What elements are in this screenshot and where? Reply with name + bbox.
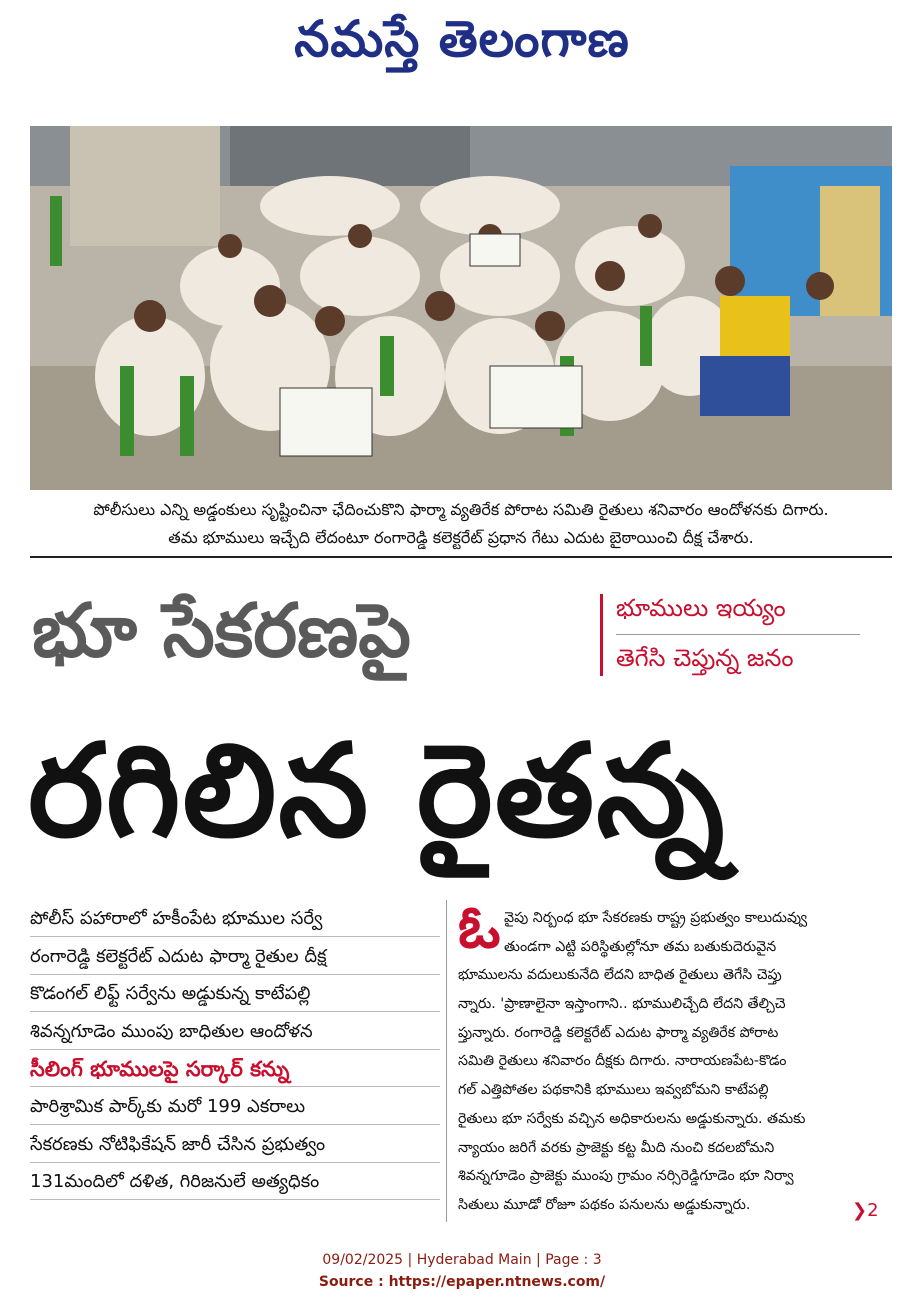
column-divider xyxy=(446,900,447,1222)
body-line: న్యాయం జరిగే వరకు ప్రాజెక్టు కట్ట మీది నుంచి కదలబోమని xyxy=(458,1139,775,1156)
body-line: భూములను వదులుకునేది లేదని బాధిత రైతులు తెగేసి చెప్తు xyxy=(458,967,782,984)
subhead-accent-bar xyxy=(600,594,603,676)
body-line: సితులు మూడో రోజూ పథకం పనులను అడ్డుకున్నారు. xyxy=(458,1196,751,1213)
body-line: రైతులు భూ సర్వేకు వచ్చిన అధికారులను అడ్డుకున్నారు. తమకు xyxy=(458,1110,806,1127)
body-line: తుండగా ఎట్టి పరిస్థితుల్లోనూ తమ బతుకుదెరువైన xyxy=(504,938,777,955)
subhead-line-1: భూములు ఇయ్యం xyxy=(616,594,786,622)
footer-edition-info: 09/02/2025 | Hyderabad Main | Page : 3 xyxy=(322,1252,602,1268)
protest-photo xyxy=(30,126,892,490)
highlight-item: కొడంగల్‌ లిఫ్ట్‌ సర్వేను అడ్డుకున్న కాటేపల్లి xyxy=(30,977,440,1012)
highlight-item: పారిశ్రామిక పార్క్‌కు మరో 199 ఎకరాలు xyxy=(30,1090,440,1125)
highlight-subheading: సీలింగ్‌ భూములపై సర్కార్‌ కన్ను xyxy=(30,1052,440,1087)
drop-cap: ఓ xyxy=(458,893,501,961)
body-line: గల్‌ ఎత్తిపోతల పథకానికి భూములు ఇవ్వబోమని కాటేపల్లి xyxy=(458,1082,769,1099)
subhead-line-2: తెగేసి చెప్తున్న జనం xyxy=(616,644,794,672)
masthead xyxy=(0,8,924,70)
footer-source-link[interactable]: Source : https://epaper.ntnews.com/ xyxy=(318,1274,606,1290)
headline-kicker: భూ సేకరణపై xyxy=(32,588,411,674)
subhead-rule xyxy=(616,634,860,635)
highlight-item: పోలీస్‌ పహారాలో హకీంపేట భూముల సర్వే xyxy=(30,902,440,937)
body-line: శివన్నగూడెం ప్రాజెక్టు ముంపు గ్రామం నర్సిరెడ్డిగూడెం భూ నిర్వా xyxy=(458,1168,794,1185)
body-line: న్నారు. 'ప్రాణాలైనా ఇస్తాంగాని.. భూములిచ్చేది లేదని తేల్చిచె xyxy=(458,996,786,1013)
highlight-item: 131మందిలో దళిత, గిరిజనులే అత్యధికం xyxy=(30,1165,440,1200)
body-line: సమితి రైతులు శనివారం దీక్షకు దిగారు. నారాయణపేట-కొడం xyxy=(458,1053,787,1070)
article-body xyxy=(458,904,888,1220)
photo-caption-line-2: తమ భూములు ఇచ్చేది లేదంటూ రంగారెడ్డి కలెక్టరేట్‌ ప్రధాన గేటు ఎదుట బైఠాయించి దీక్ష చేశారు. xyxy=(168,528,754,547)
continued-on-page-marker: ❯2 xyxy=(852,1200,879,1221)
highlight-item: రంగారెడ్డి కలెక్టరేట్‌ ఎదుట ఫార్మా రైతుల దీక్ష xyxy=(30,940,440,975)
caption-divider xyxy=(30,556,892,558)
highlights-list xyxy=(30,902,440,1203)
highlight-item: శివన్నగూడెం ముంపు బాధితుల ఆందోళన xyxy=(30,1015,440,1050)
photo-caption-line-1: పోలీసులు ఎన్ని అడ్డంకులు సృష్టించినా ఛేదించుకొని ఫార్మా వ్యతిరేక పోరాట సమితి రైతులు శనివారం ఆందోళనకు దిగారు. xyxy=(93,500,829,519)
main-headline: రగిలిన రైతన్న xyxy=(28,717,727,866)
body-line: వైపు నిర్బంధ భూ సేకరణకు రాష్ట్ర ప్రభుత్వం కాలుదువ్వు xyxy=(504,910,808,926)
body-line: ప్తున్నారు. రంగారెడ్డి కలెక్టరేట్‌ ఎదుట ఫార్మా వ్యతిరేక పోరాట xyxy=(458,1024,779,1041)
masthead-title: నమస్తే తెలంగాణ xyxy=(294,9,630,68)
highlight-item: సేకరణకు నోటిఫికేషన్‌ జారీ చేసిన ప్రభుత్వం xyxy=(30,1128,440,1163)
protest-photo-illustration xyxy=(30,126,892,490)
